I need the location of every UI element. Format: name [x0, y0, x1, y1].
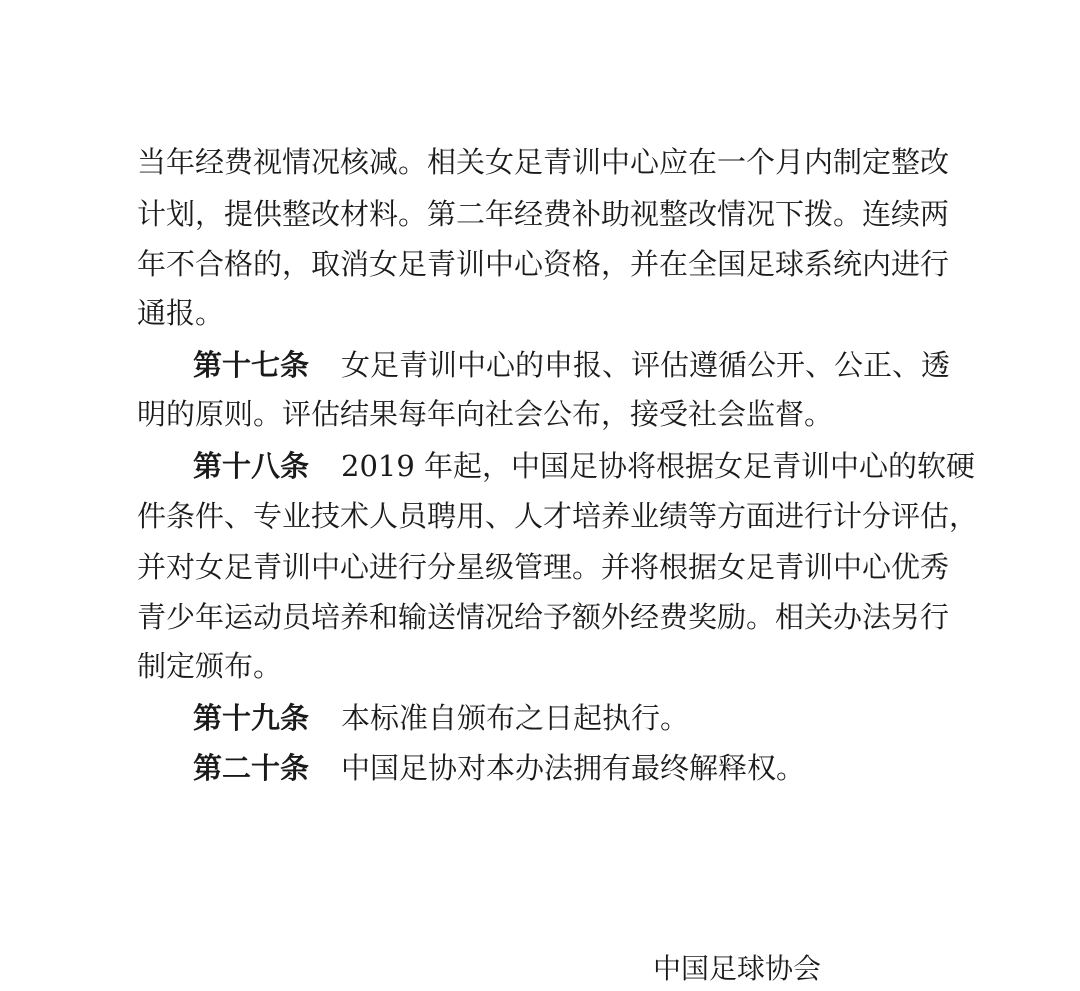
paragraph-line: 并对女足青训中心进行分星级管理。并将根据女足青训中心优秀	[137, 550, 950, 584]
article-17-text: 女足青训中心的申报、评估遵循公开、公正、透	[341, 348, 951, 382]
paragraph-line: 件条件、专业技术人员聘用、人才培养业绩等方面进行计分评估，	[137, 499, 979, 533]
article-19-text: 本标准自颁布之日起执行。	[341, 701, 690, 735]
article-18-text: 2019 年起，中国足协将根据女足青训中心的软硬	[341, 449, 976, 483]
article-18-number: 第十八条	[193, 449, 310, 483]
paragraph-line: 青少年运动员培养和输送情况给予额外经费奖励。相关办法另行	[137, 600, 950, 634]
paragraph-line: 明的原则。评估结果每年向社会公布，接受社会监督。	[137, 397, 834, 431]
paragraph-line: 通报。	[137, 296, 225, 330]
article-19-line	[193, 698, 689, 738]
paragraph-line: 计划，提供整改材料。第二年经费补助视整改情况下拨。连续两	[137, 197, 950, 231]
paragraph-line: 年不合格的，取消女足青训中心资格，并在全国足球系统内进行	[137, 247, 950, 281]
article-18-first-line	[193, 446, 976, 486]
paragraph-line: 制定颁布。	[137, 649, 283, 683]
article-19-number: 第十九条	[193, 701, 310, 735]
article-20-text: 中国足协对本办法拥有最终解释权。	[341, 751, 806, 785]
article-20-line	[193, 748, 805, 788]
article-17-number: 第十七条	[193, 348, 310, 382]
paragraph-line: 当年经费视情况核减。相关女足青训中心应在一个月内制定整改	[137, 145, 950, 179]
issuer-signature: 中国足球协会	[653, 952, 822, 985]
article-17-first-line	[193, 345, 951, 385]
article-20-number: 第二十条	[193, 751, 310, 785]
